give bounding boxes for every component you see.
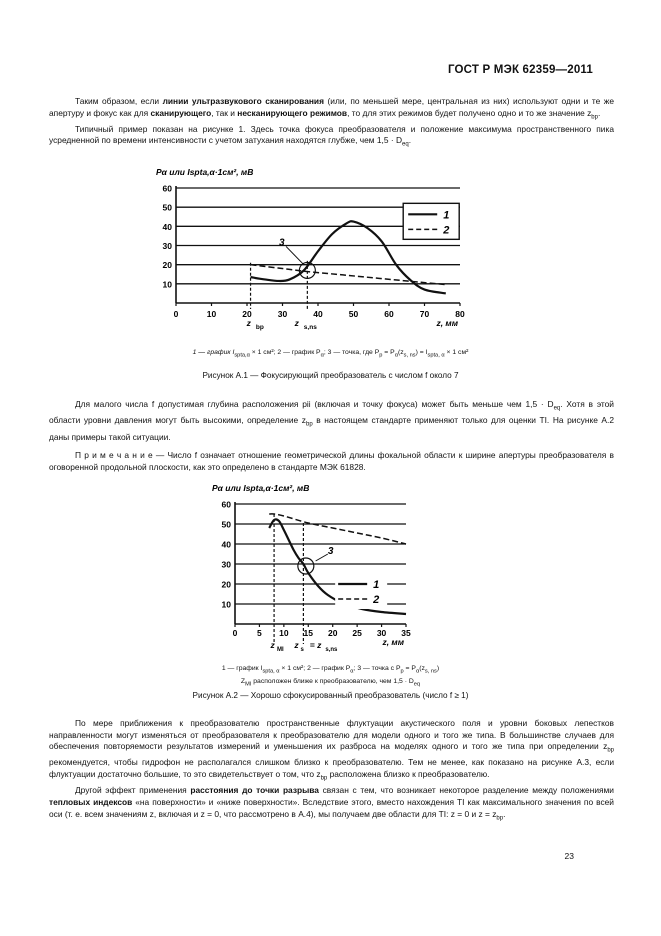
fig2-y-axis-label: Pα или Ispta,α·1см², мВ: [212, 483, 310, 493]
fig2-annotation-zsns: = z: [309, 640, 322, 650]
document-header: ГОСТ Р МЭК 62359—2011: [447, 64, 593, 76]
middle-paragraphs: [49, 399, 614, 473]
fig2-point-3-leader: [316, 554, 328, 561]
fig1-y-axis-label: Pα или Ispta,α·1см², мВ: [156, 167, 254, 177]
fig1-x-tick-label: 30: [277, 309, 288, 319]
fig1-x-tick-label: 60: [384, 309, 394, 319]
fig2-x-tick-label: 10: [279, 628, 289, 638]
intro-paragraphs: [49, 96, 614, 152]
fig1-legend-box: [403, 203, 459, 239]
figure-a1-legend: 1 — график $I_{spta,\alpha} \times 1$ см²; 2 — график $P_\alpha$; 3 — точка, где $P_p = P_\alpha(z_{s, ns}) = I_{spta, \alpha} \times 1$ см²: [192, 349, 469, 359]
fig2-legend-label-1: 1: [373, 579, 380, 591]
fig1-legend-label-1: 1: [443, 209, 450, 222]
fig2-annotation-zmi-sub: MI: [277, 647, 284, 653]
paragraph-4: По мере приближения к преобразователю пространственные флуктуации акустического поля и уровни боковых лепестков направленности могут изменяться от преобразователя к преобразователю для модели одного и того же типа. В большинстве случаев для обеспечения повторяемости результатов измерений и уменьшения их разброса на моделях одного и того же типа при определении $z_{bp}$ рекомендуется, чтобы гидрофон не располагался слишком близко к преобразователю. Тем не менее, как показано на рисунке А.3, если флуктуации достаточно большие, то это свидетельствует о том, что $z_{bp}$ расположена близко к преобразователю.: [49, 718, 614, 782]
fig1-annotation-zbp: z: [246, 318, 251, 328]
fig2-y-tick-label: 10: [221, 599, 231, 610]
fig1-x-tick-label: 0: [173, 309, 179, 319]
paragraph-5: Другой эффект применения расстояния до точки разрыва связан с тем, что возникает некоторое разделение между положениями тепловых индексов «на поверхности» и «ниже поверхности». Вследствие этого, вместо нахождения TI как максимального значения по всей оси (т. е. всем значениям z, включая и z = 0, что рассмотрено в А.4), мы получаем две области для TI: z = 0 и $z = z_{bp}$.: [49, 785, 614, 822]
fig2-annotation-zsns-sub: s,ns: [325, 647, 338, 653]
fig2-x-tick-label: 35: [401, 628, 411, 638]
fig1-annotation-zbp-sub: bp: [255, 324, 264, 331]
fig2-x-tick-label: 20: [327, 628, 338, 638]
paragraph-1: Таким образом, если линии ультразвукового сканирования (или, по меньшей мере, центральная из них) используют одни и те же апертуру и фокус как для сканирующего, так и несканирующего режимов, то для этих режимов будет получено одно и то же значение $z_{bp}$.: [49, 96, 614, 121]
figure-a2-caption: Рисунок А.2 — Хорошо сфокусированный преобразователь (число f ≥ 1): [192, 691, 469, 700]
fig2-x-tick-label: 30: [376, 628, 387, 638]
fig1-x-tick-label: 50: [348, 309, 359, 319]
fig2-y-tick-label: 50: [221, 519, 231, 530]
page-number: 23: [564, 851, 574, 861]
fig1-point-3-leader: [286, 246, 304, 264]
fig1-x-tick-label: 10: [206, 309, 217, 319]
fig2-y-tick-label: 60: [221, 499, 231, 510]
fig2-y-tick-label: 40: [221, 539, 231, 550]
fig1-y-tick-label: 10: [162, 279, 172, 290]
fig1-y-tick-label: 40: [162, 221, 172, 232]
fig2-annotation-3: 3: [327, 546, 334, 557]
figure-a2-chart: [190, 476, 430, 658]
note-paragraph: П р и м е ч а н и е — Число f означает отношение геометрической длины фокальной области к ширине апертуры преобразователя в оговоренной продольной плоскости, как это определено в стандарте МЭК 61828.: [49, 450, 614, 472]
fig2-x-tick-label: 5: [257, 628, 262, 638]
fig2-y-tick-label: 30: [221, 559, 231, 570]
paragraph-3: Для малого числа f допустимая глубина расположения pii (включая и точку фокуса) может быть меньше чем $1,5 \cdot D_{eq}$. Хотя в этой области уровни давления могут быть высокими, определение $z_{bp}$ в настоящем стандарте применяют только для оценки TI. На рисунке А.2 даны примеры такой ситуации.: [49, 399, 614, 442]
fig2-x-tick-label: 15: [303, 628, 314, 638]
fig1-x-tick-label: 70: [419, 309, 430, 319]
fig1-y-tick-label: 20: [162, 260, 172, 271]
fig1-annotation-3: 3: [278, 237, 285, 249]
paragraph-2: Типичный пример показан на рисунке 1. Здесь точка фокуса преобразователя и положение максимума пространственного пика усредненной по времени интенсивности с учетом затухания находятся глубже, чем $1,5 \cdot D_{eq}$.: [49, 123, 614, 149]
fig2-x-axis-label: z, мм: [382, 637, 404, 647]
fig1-y-tick-label: 50: [162, 202, 172, 213]
fig1-y-tick-label: 30: [162, 241, 172, 251]
fig2-legend-label-2: 2: [373, 594, 380, 606]
fig2-point-3-circle: [298, 558, 314, 574]
fig2-x-tick-label: 25: [352, 628, 362, 638]
fig1-annotation-zsns-sub: s,ns: [303, 324, 317, 331]
fig1-legend-label-2: 2: [443, 224, 450, 237]
fig1-annotation-zsns: z: [294, 318, 299, 328]
figure-a1-chart: [118, 158, 498, 343]
fig2-annotation-zmi: z: [270, 640, 275, 650]
fig1-y-tick-label: 60: [162, 183, 172, 194]
closing-paragraphs: [49, 718, 614, 825]
fig2-series-2-line: [269, 514, 406, 544]
fig2-annotation-zs: z: [294, 640, 299, 650]
fig2-y-tick-label: 20: [221, 579, 231, 590]
fig1-x-tick-label: 80: [455, 309, 465, 319]
figure-a1-caption: Рисунок А.1 — Фокусирующий преобразователь с числом f около 7: [202, 371, 459, 380]
fig2-annotation-zs-sub: s: [300, 647, 304, 653]
fig1-x-tick-label: 20: [242, 309, 252, 319]
fig2-x-tick-label: 0: [232, 628, 238, 638]
fig2-legend-box: [335, 575, 387, 609]
figure-a2-legend: 1 — график $I_{spta, \alpha} \times 1$ см²; 2 — график $P_\alpha$; 3 — точка с $P_p = P_\alpha(z_{s, ns})$ $Z_{MI}$ расположен ближе к преобразователю, чем $1,5 \cdot D_{eq}$: [221, 665, 440, 688]
fig1-x-tick-label: 40: [313, 309, 323, 319]
fig1-x-axis-label: z, мм: [436, 318, 458, 328]
